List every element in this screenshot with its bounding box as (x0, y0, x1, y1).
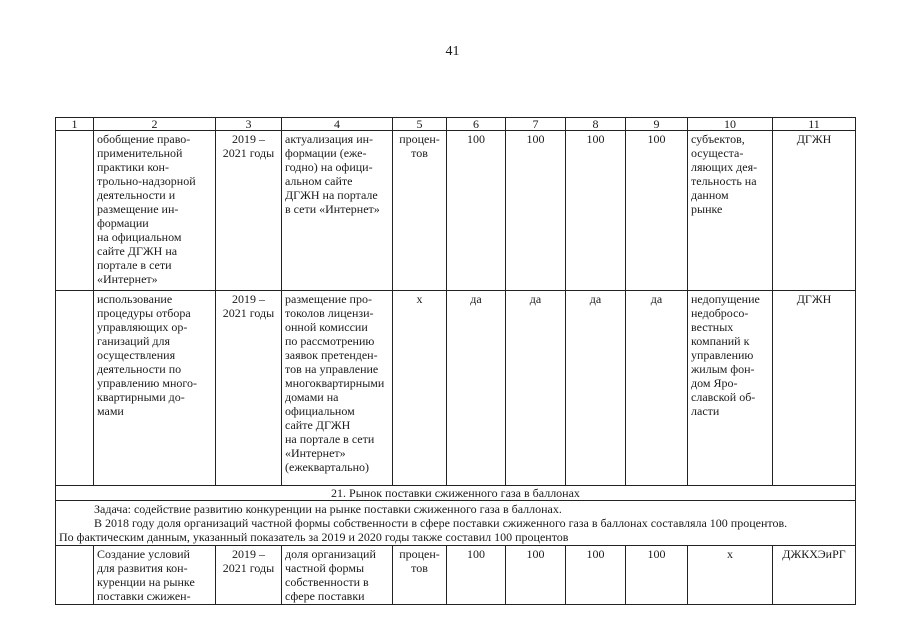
executor-cell: ДГЖН (773, 131, 856, 291)
table-row (56, 546, 856, 605)
value-2019-cell: 100 (447, 546, 506, 605)
unit-cell: процен- тов (393, 131, 447, 291)
section-row (56, 486, 856, 501)
value-2020-cell: 100 (506, 546, 566, 605)
indicator-cell: доля организаций частной формы собственности в сфере поставки (282, 546, 393, 605)
header-cell: 3 (216, 118, 282, 131)
period-cell: 2019 – 2021 годы (216, 131, 282, 291)
header-cell: 11 (773, 118, 856, 131)
period-cell: 2019 – 2021 годы (216, 291, 282, 486)
task-row (56, 501, 856, 546)
empty-cell (56, 546, 94, 605)
table-row (56, 131, 856, 291)
value-2021-cell: 100 (566, 546, 626, 605)
header-cell: 8 (566, 118, 626, 131)
header-row (56, 118, 856, 131)
value-2019-cell: 100 (447, 131, 506, 291)
period-cell: 2019 – 2021 годы (216, 546, 282, 605)
result-cell: субъектов, осущеста- ляющих дея- тельность на данном рынке (688, 131, 773, 291)
result-cell: недопущение недобросо- вестных компаний к управлению жилым фон- дом Яро- славской об- ласти (688, 291, 773, 486)
value-2022-cell: 100 (626, 131, 688, 291)
value-2020-cell: да (506, 291, 566, 486)
header-cell: 9 (626, 118, 688, 131)
unit-cell: х (393, 291, 447, 486)
header-cell: 1 (56, 118, 94, 131)
value-2021-cell: да (566, 291, 626, 486)
header-cell: 6 (447, 118, 506, 131)
value-2021-cell: 100 (566, 131, 626, 291)
measure-cell: обобщение право- применительной практики кон- трольно-надзорной деятельности и размещение ин- формации на официальном сайте ДГЖН на портале в сети «Интернет» (94, 131, 216, 291)
indicator-cell: размещение про- токолов лицензи- онной комиссии по рассмотрению заявок претенден- тов на управление многоквартирными домами на официальном сайте ДГЖН на портале в сети «Интернет» (ежеквартально) (282, 291, 393, 486)
empty-cell (56, 291, 94, 486)
result-cell: х (688, 546, 773, 605)
table-row (56, 291, 856, 486)
header-cell: 2 (94, 118, 216, 131)
empty-cell (56, 131, 94, 291)
unit-cell: процен- тов (393, 546, 447, 605)
page-number: 41 (445, 44, 460, 59)
measure-cell: Создание условий для развития кон- куренции на рынке поставки сжижен- (94, 546, 216, 605)
section-title: 21. Рынок поставки сжиженного газа в баллонах (56, 486, 856, 501)
measures-table (55, 117, 856, 605)
value-2020-cell: 100 (506, 131, 566, 291)
executor-cell: ДГЖН (773, 291, 856, 486)
measure-cell: использование процедуры отбора управляющих ор- ганизаций для осуществления деятельности по управлению много- квартирными до- мами (94, 291, 216, 486)
header-cell: 7 (506, 118, 566, 131)
indicator-cell: актуализация ин- формации (еже- годно) на офици- альном сайте ДГЖН на портале в сети «Интернет» (282, 131, 393, 291)
value-2022-cell: да (626, 291, 688, 486)
value-2022-cell: 100 (626, 546, 688, 605)
task-text: В 2018 году доля организаций частной формы собственности в сфере поставки сжиженного газа в баллонах составляла 100 процентов. (94, 516, 788, 530)
header-cell: 5 (393, 118, 447, 131)
value-2019-cell: да (447, 291, 506, 486)
task-text: По фактическим данным, указанный показатель за 2019 и 2020 годы также составил 100 процентов (59, 530, 569, 544)
header-cell: 10 (688, 118, 773, 131)
task-text: Задача: содействие развитию конкуренции на рынке поставки сжиженного газа в баллонах. (94, 502, 562, 516)
executor-cell: ДЖКХЭиРГ (773, 546, 856, 605)
task-cell (56, 501, 856, 546)
header-cell: 4 (282, 118, 393, 131)
